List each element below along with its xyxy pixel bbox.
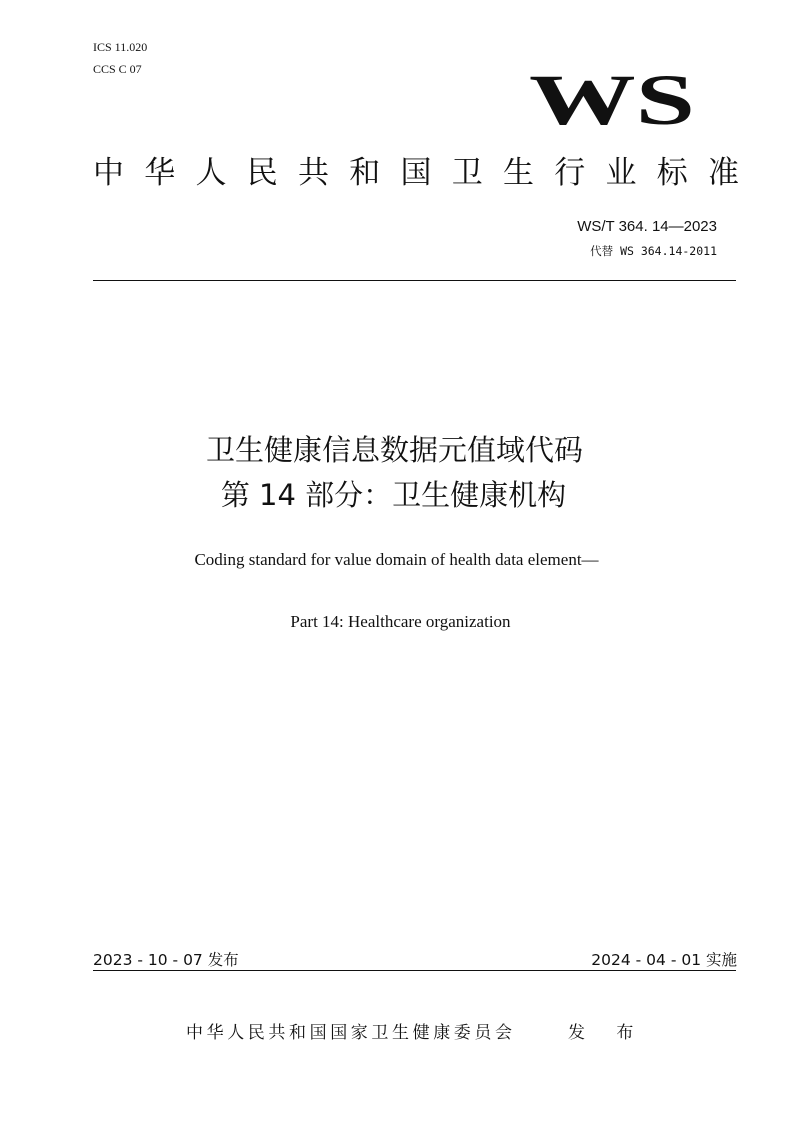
english-title-line-2: Part 14: Healthcare organization bbox=[290, 612, 511, 631]
category-char: 人 bbox=[195, 155, 227, 191]
category-char: 共 bbox=[298, 155, 329, 191]
ccs-code: CCS C 07 bbox=[93, 62, 142, 76]
ws-logo-text: WS bbox=[529, 66, 695, 136]
issuing-authority: 中华人民共和国国家卫生健康委员会 bbox=[186, 1023, 516, 1043]
category-char: 和 bbox=[349, 155, 381, 191]
category-char: 标 bbox=[656, 155, 688, 191]
category-char: 中 bbox=[93, 155, 124, 191]
category-char: 卫 bbox=[451, 155, 483, 191]
category-char: 业 bbox=[605, 155, 637, 191]
category-char: 华 bbox=[144, 155, 176, 191]
category-char: 生 bbox=[503, 155, 534, 191]
replaces-note: 代替 WS 364.14-2011 bbox=[590, 244, 717, 258]
standard-number: WS/T 364. 14—2023 bbox=[577, 218, 717, 235]
category-char: 国 bbox=[400, 155, 432, 191]
category-char: 行 bbox=[554, 155, 586, 191]
ws-logo bbox=[527, 66, 697, 136]
footer-divider bbox=[93, 970, 736, 971]
ics-code: ICS 11.020 bbox=[93, 40, 148, 54]
standard-category bbox=[93, 150, 739, 196]
category-char: 民 bbox=[246, 155, 278, 191]
chinese-title-line-1: 卫生健康信息数据元值域代码 bbox=[205, 433, 583, 467]
english-title-line-1: Coding standard for value domain of health data element— bbox=[194, 550, 599, 569]
issue-date: 2023 - 10 - 07 发布 bbox=[93, 951, 239, 969]
header-divider bbox=[93, 280, 736, 281]
category-char: 准 bbox=[708, 155, 739, 191]
chinese-title-line-2: 第 14 部分：卫生健康机构 bbox=[220, 478, 567, 512]
publish-label: 发 布 bbox=[568, 1023, 647, 1043]
implementation-date: 2024 - 04 - 01 实施 bbox=[591, 951, 737, 969]
